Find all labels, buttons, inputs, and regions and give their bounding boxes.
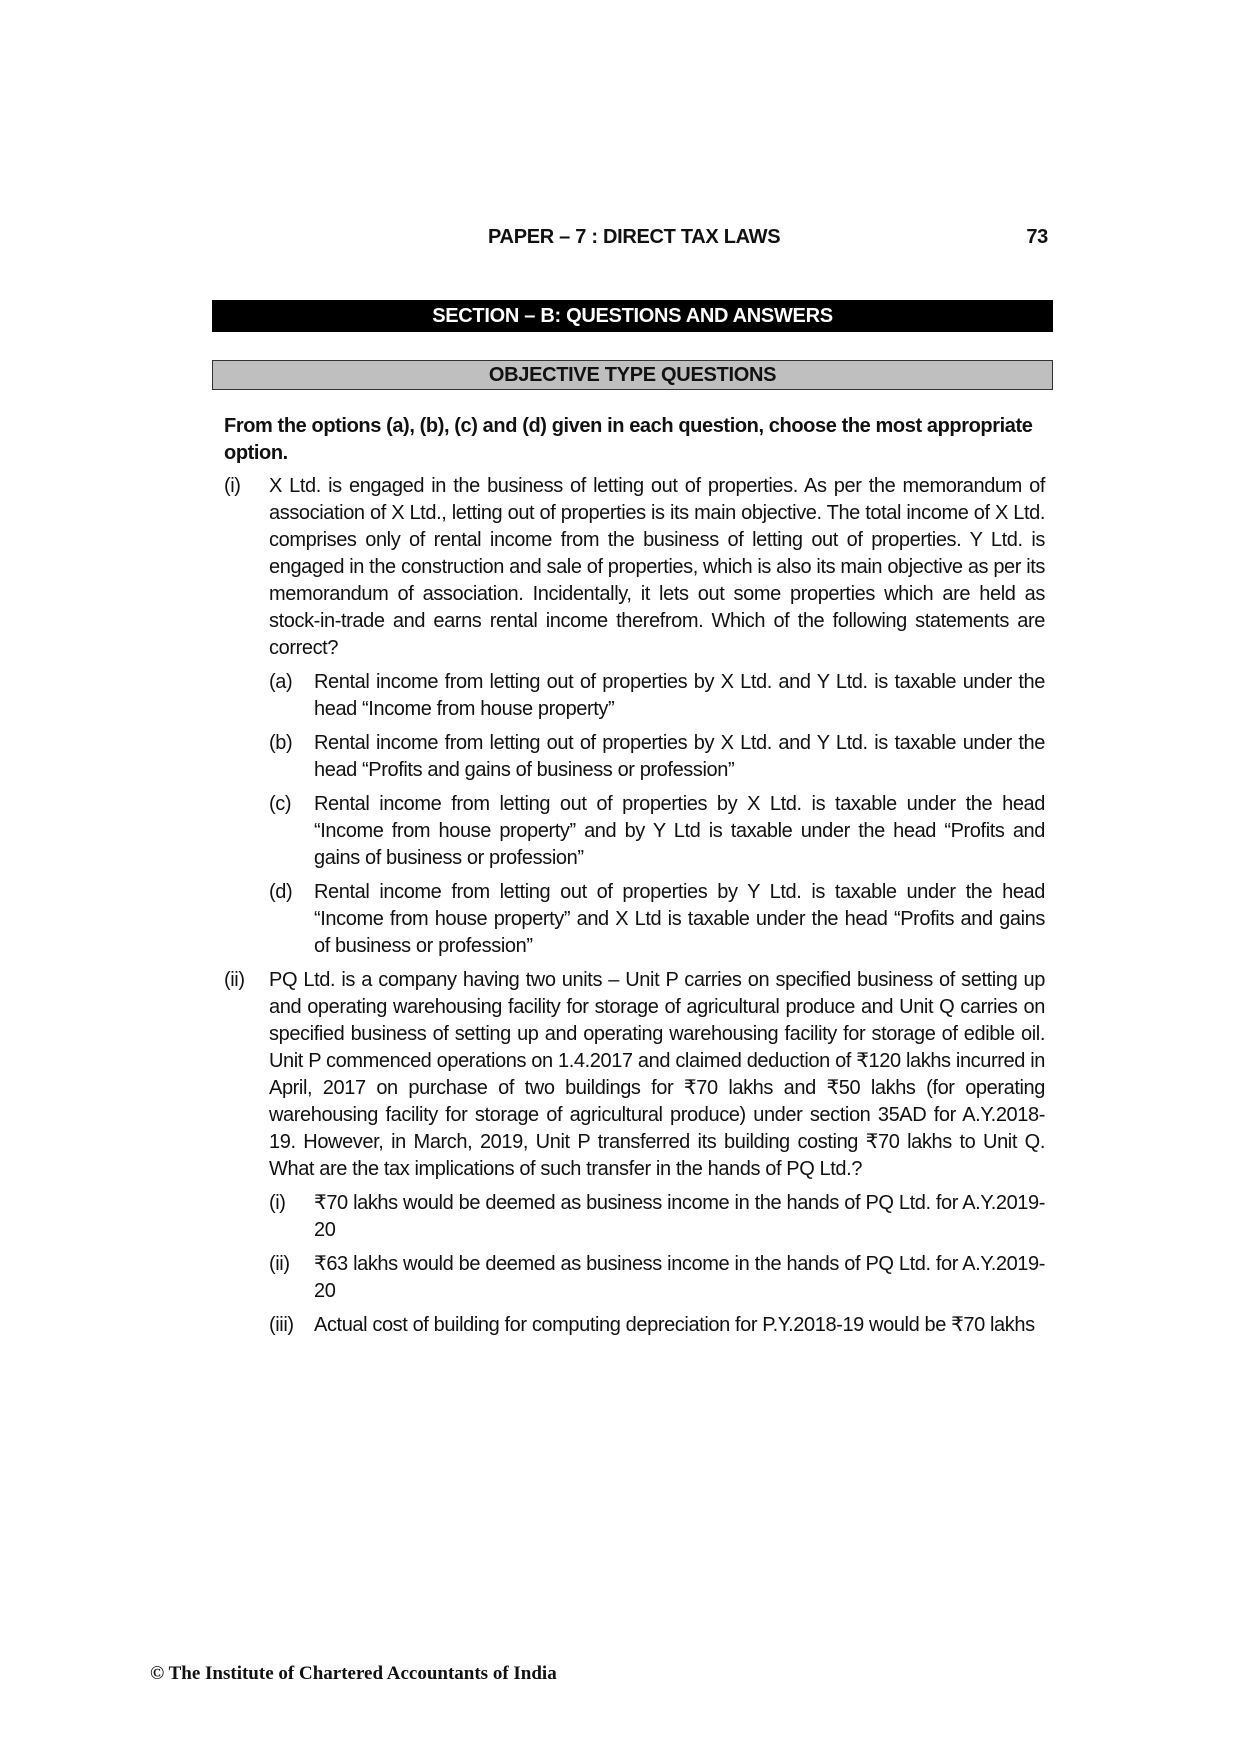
question-content	[224, 413, 1045, 1346]
option-marker: (c)	[269, 793, 292, 815]
option-marker: (a)	[269, 671, 293, 693]
option-text: Rental income from letting out of properties by X Ltd. and Y Ltd. is taxable under the head “Income from house property”	[314, 671, 1045, 720]
instruction: From the options (a), (b), (c) and (d) given in each question, choose the most appropriate option.	[224, 415, 1033, 464]
option-marker: (b)	[269, 732, 293, 754]
option-marker: (d)	[269, 881, 293, 903]
subsection-title: OBJECTIVE TYPE QUESTIONS	[212, 360, 1053, 390]
option-text: Rental income from letting out of properties by X Ltd. and Y Ltd. is taxable under the head “Profits and gains of business or profession”	[314, 732, 1045, 781]
option-text: Actual cost of building for computing depreciation for P.Y.2018-19 would be ₹70 lakhs	[314, 1314, 1035, 1336]
option-marker: (ii)	[269, 1253, 290, 1275]
section-title: SECTION – B: QUESTIONS AND ANSWERS	[212, 300, 1053, 332]
option-item	[269, 1251, 1045, 1305]
option-text: ₹63 lakhs would be deemed as business income in the hands of PQ Ltd. for A.Y.2019-20	[314, 1253, 1045, 1302]
question-text: PQ Ltd. is a company having two units – Unit P carries on specified business of setting up and operating warehousing facility for storage of agricultural produce and Unit Q carries on specified business of setting up and operating warehousing facility for storage of edible oil. Unit P commenced operations on 1.4.2017 and claimed deduction of ₹120 lakhs incurred in April, 2017 on purchase of two buildings for ₹70 lakhs and ₹50 lakhs (for operating warehousing facility for storage of agricultural produce) under section 35AD for A.Y.2018-19. However, in March, 2019, Unit P transferred its building costing ₹70 lakhs to Unit Q. What are the tax implications of such transfer in the hands of PQ Ltd.?	[269, 969, 1045, 1180]
option-marker: (iii)	[269, 1314, 294, 1336]
question-2	[224, 967, 1045, 1339]
question-text: X Ltd. is engaged in the business of letting out of properties. As per the memorandum of association of X Ltd., letting out of properties is its main objective. The total income of X Ltd. comprises only of rental income from the business of letting out of properties. Y Ltd. is engaged in the construction and sale of properties, which is also its main objective as per its memorandum of association. Incidentally, it lets out some properties which are held as stock-in-trade and earns rental income therefrom. Which of the following statements are correct?	[269, 475, 1045, 659]
question-1	[224, 473, 1045, 960]
option-marker: (i)	[269, 1192, 286, 1214]
page-header-title: PAPER – 7 : DIRECT TAX LAWS	[488, 226, 781, 248]
option-item	[269, 879, 1045, 960]
option-item	[269, 791, 1045, 872]
option-text: Rental income from letting out of properties by X Ltd. is taxable under the head “Income from house property” and by Y Ltd is taxable under the head “Profits and gains of business or profession”	[314, 793, 1045, 869]
question-marker: (i)	[224, 475, 241, 497]
option-item	[269, 669, 1045, 723]
option-text: Rental income from letting out of properties by Y Ltd. is taxable under the head “Income from house property” and X Ltd is taxable under the head “Profits and gains of business or profession”	[314, 881, 1045, 957]
option-item	[269, 730, 1045, 784]
question-marker: (ii)	[224, 969, 245, 991]
options-list	[269, 669, 1045, 960]
copyright-footer: © The Institute of Chartered Accountants of India	[150, 1663, 557, 1684]
option-item	[269, 1190, 1045, 1244]
options-list	[269, 1190, 1045, 1339]
option-item	[269, 1312, 1045, 1339]
option-text: ₹70 lakhs would be deemed as business income in the hands of PQ Ltd. for A.Y.2019-20	[314, 1192, 1045, 1241]
page-number: 73	[1026, 226, 1048, 248]
page-header	[488, 226, 1048, 256]
